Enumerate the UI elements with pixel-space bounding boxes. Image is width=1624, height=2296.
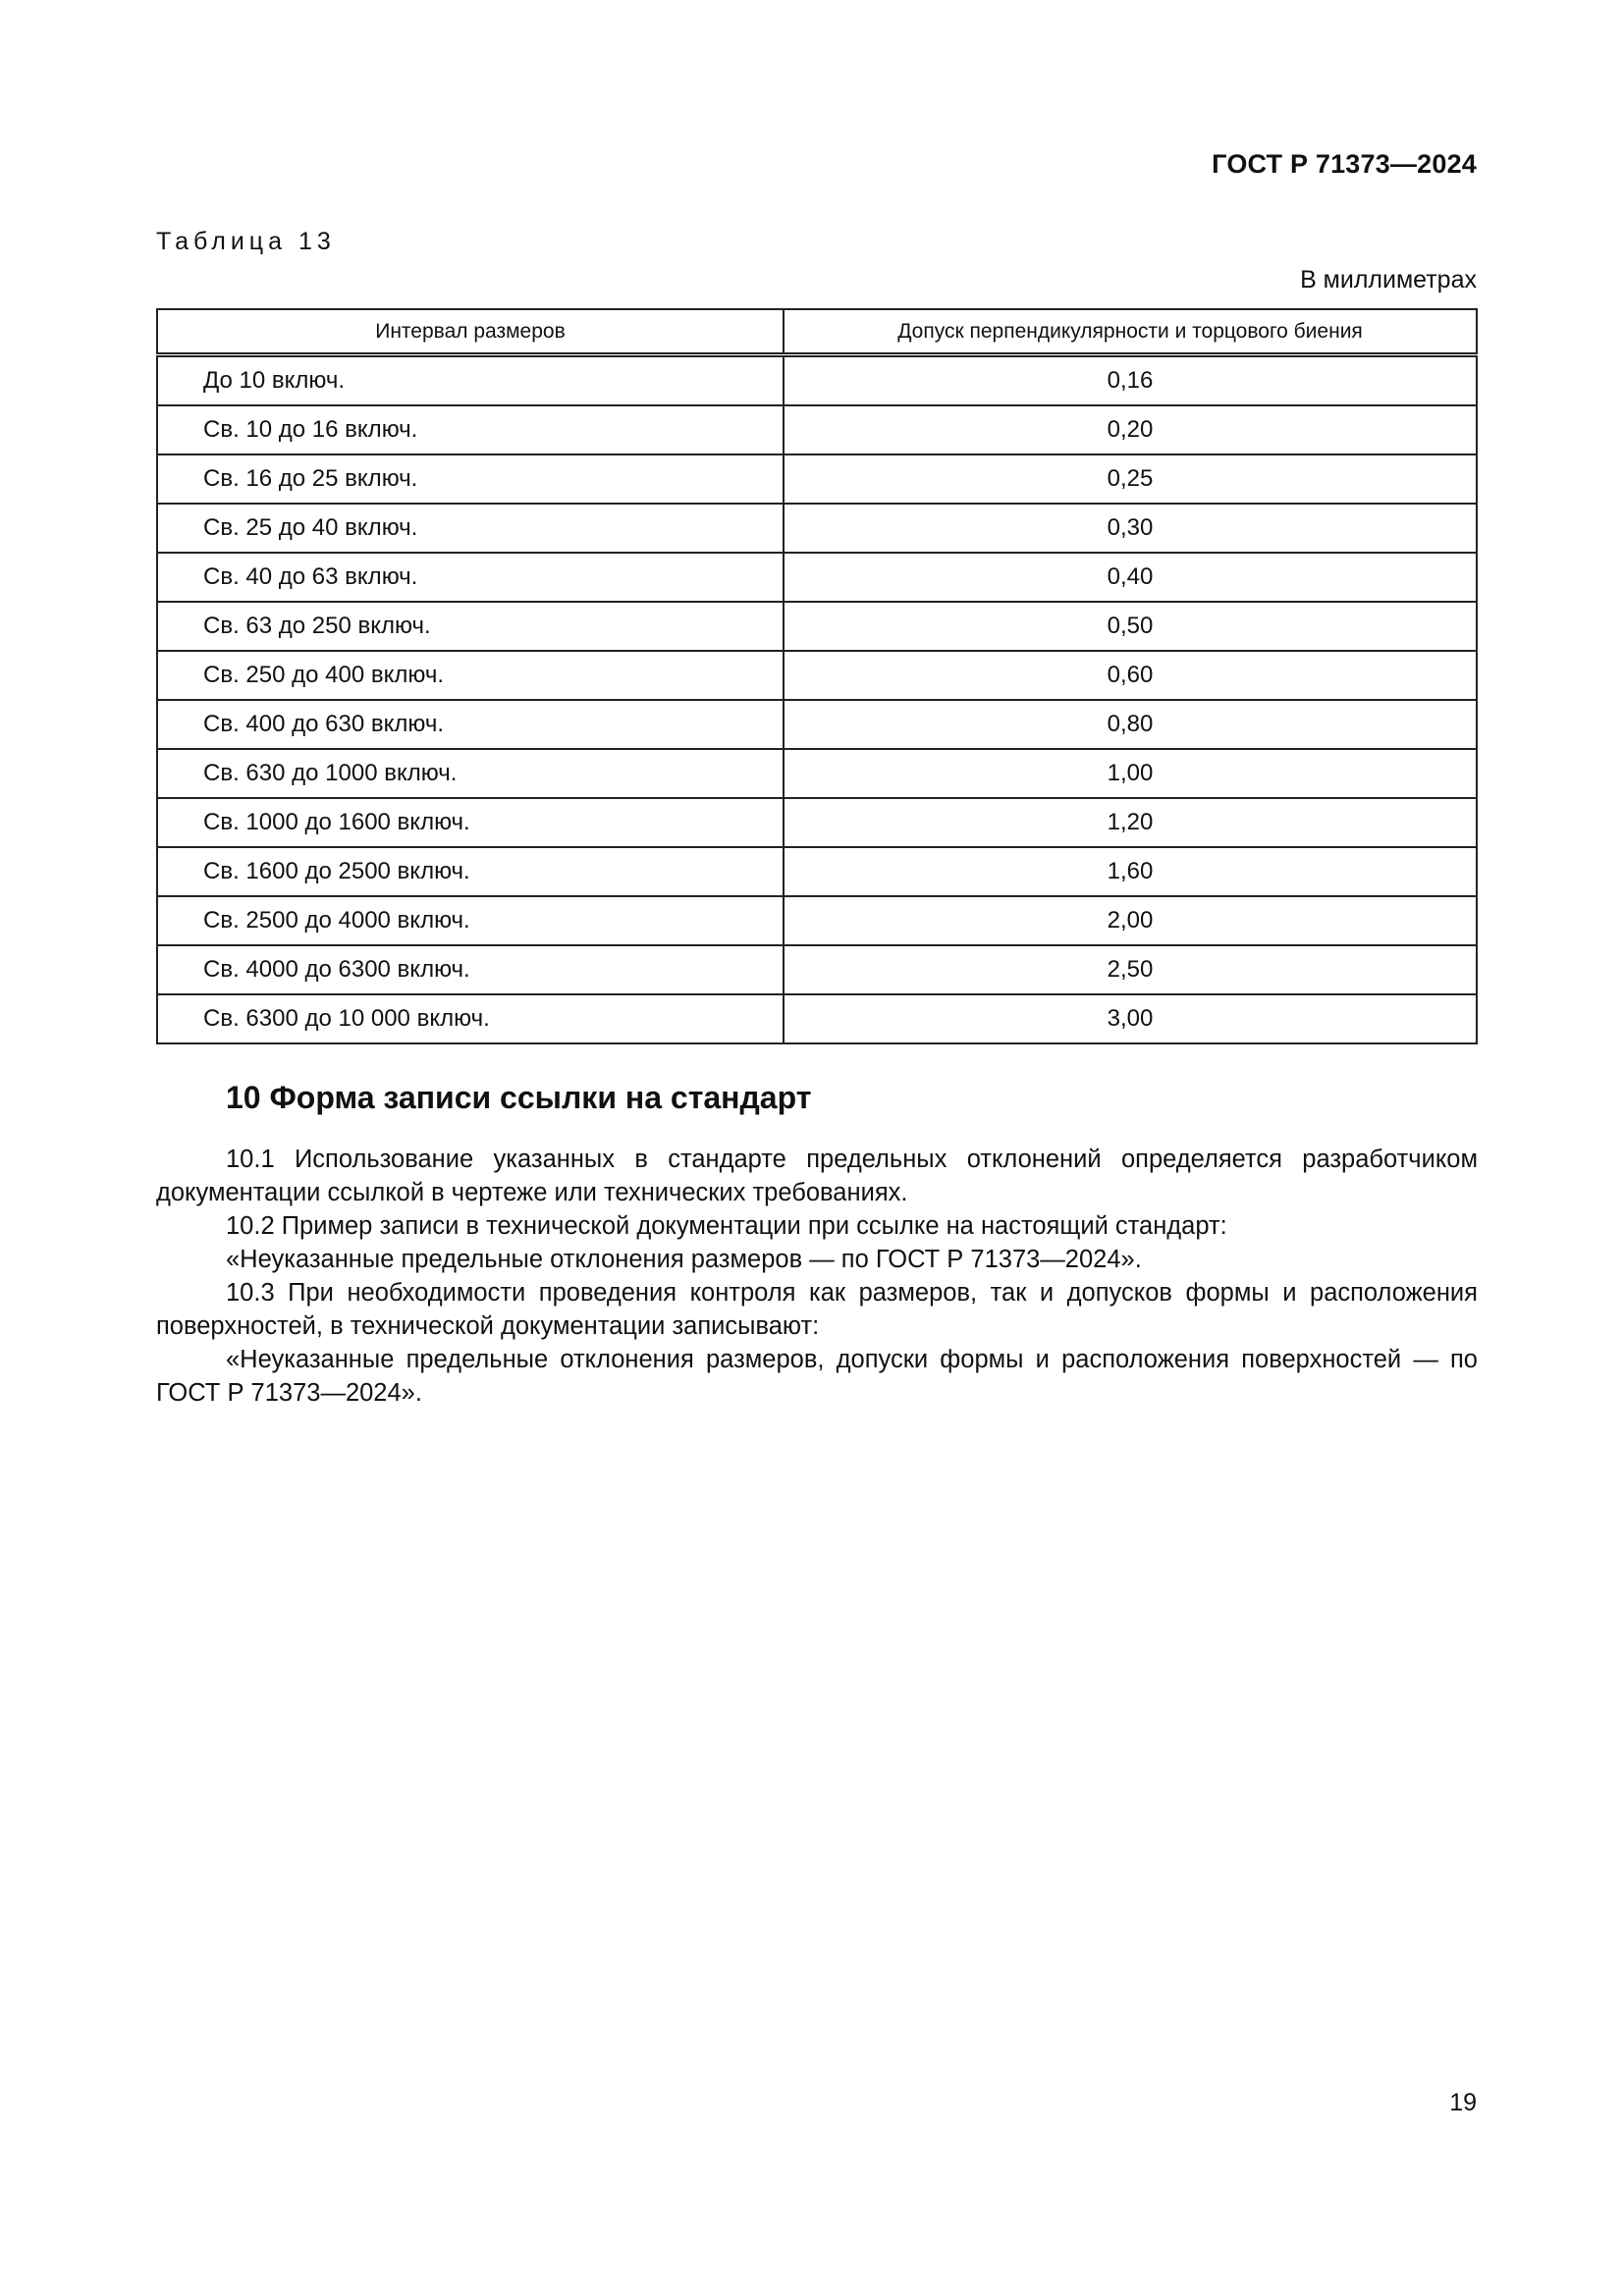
cell-interval: Св. 25 до 40 включ. [157, 504, 784, 553]
table-row [157, 651, 1477, 700]
cell-tolerance: 2,50 [784, 945, 1477, 994]
cell-interval: Св. 6300 до 10 000 включ. [157, 994, 784, 1043]
cell-tolerance: 0,80 [784, 700, 1477, 749]
table-row [157, 749, 1477, 798]
cell-interval: Св. 1600 до 2500 включ. [157, 847, 784, 896]
document-code: ГОСТ Р 71373—2024 [1212, 149, 1477, 179]
cell-tolerance: 1,60 [784, 847, 1477, 896]
table-row [157, 504, 1477, 553]
table-row [157, 798, 1477, 847]
cell-interval: До 10 включ. [157, 355, 784, 406]
paragraph-10-2-example: «Неуказанные предельные отклонения размеров — по ГОСТ Р 71373—2024». [226, 1246, 1142, 1273]
column-header-interval: Интервал размеров [157, 309, 784, 355]
cell-interval: Св. 400 до 630 включ. [157, 700, 784, 749]
cell-interval: Св. 16 до 25 включ. [157, 454, 784, 504]
cell-interval: Св. 10 до 16 включ. [157, 405, 784, 454]
cell-tolerance: 2,00 [784, 896, 1477, 945]
table-row [157, 700, 1477, 749]
cell-interval: Св. 40 до 63 включ. [157, 553, 784, 602]
cell-tolerance: 0,40 [784, 553, 1477, 602]
cell-tolerance: 0,16 [784, 355, 1477, 406]
table-row [157, 896, 1477, 945]
cell-interval: Св. 2500 до 4000 включ. [157, 896, 784, 945]
cell-tolerance: 3,00 [784, 994, 1477, 1043]
table-row [157, 994, 1477, 1043]
cell-interval: Св. 1000 до 1600 включ. [157, 798, 784, 847]
table-row [157, 405, 1477, 454]
cell-interval: Св. 250 до 400 включ. [157, 651, 784, 700]
paragraph-10-3: 10.3 При необходимости проведения контроля как размеров, так и допусков формы и расположения поверхностей, в технической документации записывают: [156, 1279, 1478, 1340]
table-units: В миллиметрах [1300, 266, 1477, 294]
cell-interval: Св. 4000 до 6300 включ. [157, 945, 784, 994]
cell-interval: Св. 63 до 250 включ. [157, 602, 784, 651]
cell-tolerance: 0,60 [784, 651, 1477, 700]
cell-interval: Св. 630 до 1000 включ. [157, 749, 784, 798]
table-row [157, 355, 1477, 406]
tolerance-table [156, 308, 1478, 1044]
cell-tolerance: 0,20 [784, 405, 1477, 454]
section-heading: 10 Форма записи ссылки на стандарт [226, 1080, 812, 1115]
table-row [157, 553, 1477, 602]
table-row [157, 847, 1477, 896]
cell-tolerance: 1,20 [784, 798, 1477, 847]
table-row [157, 602, 1477, 651]
table-row [157, 945, 1477, 994]
section-body [156, 1143, 1478, 1410]
paragraph-10-2: 10.2 Пример записи в технической документации при ссылке на настоящий стандарт: [226, 1212, 1227, 1240]
table-row [157, 454, 1477, 504]
table-caption: Таблица 13 [156, 228, 336, 255]
cell-tolerance: 0,30 [784, 504, 1477, 553]
paragraph-10-1: 10.1 Использование указанных в стандарте предельных отклонений определяется разработчиком документации ссылкой в чертеже или технических требованиях. [156, 1146, 1478, 1206]
cell-tolerance: 0,50 [784, 602, 1477, 651]
cell-tolerance: 0,25 [784, 454, 1477, 504]
column-header-tolerance: Допуск перпендикулярности и торцового биения [784, 309, 1477, 355]
table-header-row [157, 309, 1477, 355]
paragraph-10-3-example: «Неуказанные предельные отклонения размеров, допуски формы и расположения поверхностей — по ГОСТ Р 71373—2024». [156, 1346, 1478, 1407]
page-number: 19 [1449, 2089, 1477, 2116]
cell-tolerance: 1,00 [784, 749, 1477, 798]
